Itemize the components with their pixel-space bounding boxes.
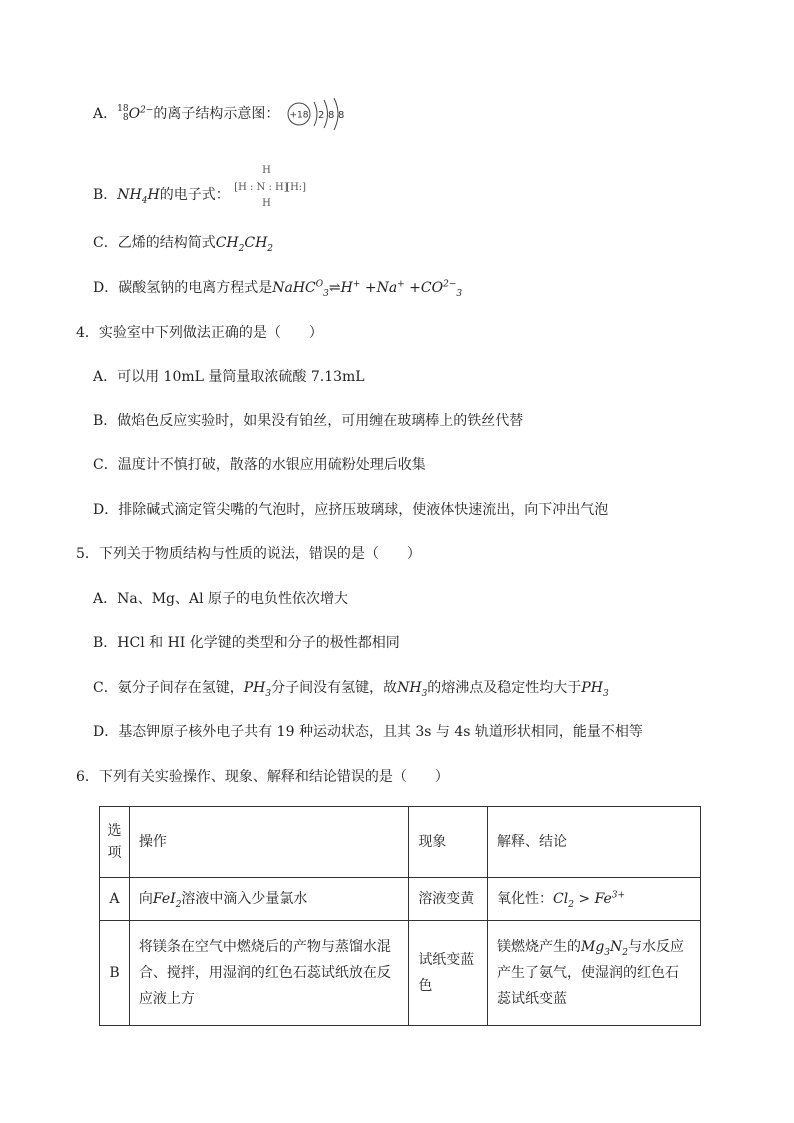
question-5-option-c: C．氨分子间存在氢键，$PH_3$分子间没有氢键，故$NH_3$的熔沸点及稳定性均大于$PH_3$ [93, 680, 609, 699]
experiment-table [99, 806, 701, 1026]
shell-count: 2 [317, 110, 325, 121]
electron-formula-diagram: H [H : N : H] [H:] H [234, 165, 307, 209]
question-4-option-d: D．排除碱式滴定管尖嘴的气泡时，应挤压玻璃球，使液体快速流出，向下冲出气泡 [93, 502, 609, 518]
ionization-equation: NaHC$^O_3$⇌H+ $+Na^+ +CO^{2-}_3$ [272, 279, 463, 299]
header-operation: 操作 [129, 807, 408, 878]
shell-count: 8 [327, 110, 335, 121]
formula-ch2ch2: $CH_2CH_2$ [215, 235, 274, 254]
question-6-stem: 6．下列有关实验操作、现象、解释和结论错误的是（ ） [76, 769, 449, 785]
ion-structure-diagram [286, 94, 348, 134]
question-5-option-a: A．Na、Mg、Al 原子的电负性依次增大 [93, 591, 349, 607]
nucleus-charge: +18 [289, 110, 309, 121]
question-5-stem: 5．下列关于物质结构与性质的说法，错误的是（ ） [76, 546, 421, 562]
question-5-option-b: B．HCl 和 HI 化学键的类型和分子的极性都相同 [93, 635, 400, 651]
formula-nh4h: $NH_4H$ [117, 187, 160, 206]
table-row: A 向FeI$_2$溶液中滴入少量氯水 溶液变黄 氧化性：$Cl_2 > Fe^{3+}$ [100, 878, 701, 921]
option-b: B．$NH_4H$的电子式： H [H : N : H] [H:] H [93, 172, 310, 218]
isotope-notation: 18 $8O^{2-}$ [117, 104, 154, 123]
option-a: A．18 $8O^{2-}$的离子结构示意图： +18 2 8 8 [93, 94, 348, 134]
header-phenomenon: 现象 [409, 807, 488, 878]
table-header-row [100, 807, 701, 878]
question-4-option-b: B．做焰色反应实验时，如果没有铂丝，可用缠在玻璃棒上的铁丝代替 [93, 413, 524, 429]
option-d: D．碳酸氢钠的电离方程式是NaHC$^O_3$⇌H+ $+Na^+ +CO^{2-}_3$ [93, 279, 463, 299]
option-c: C．乙烯的结构简式$CH_2CH_2$ [93, 235, 274, 254]
question-4-option-c: C．温度计不慎打破，散落的水银应用硫粉处理后收集 [93, 457, 426, 473]
question-5-option-d: D．基态钾原子核外电子共有 19 种运动状态，且其 3s 与 4s 轨道形状相同，能量不相等 [93, 724, 643, 740]
question-4-option-a: A．可以用 10mL 量筒量取浓硫酸 7.13mL [93, 369, 365, 385]
question-4-stem: 4．实验室中下列做法正确的是（ ） [76, 325, 323, 341]
table-row: B 将镁条在空气中燃烧后的产物与蒸馏水混合、搅拌，用湿润的红色石蕊试纸放在反应液上方 试纸变蓝色 镁燃烧产生的$Mg_3N_2$与水反应产生了氨气，使湿润的红色石蕊试纸变蓝 [100, 921, 701, 1026]
header-option: 选项 [100, 807, 130, 878]
header-conclusion: 解释、结论 [487, 807, 700, 878]
option-letter: A． [93, 106, 118, 122]
shell-count: 8 [337, 110, 345, 121]
